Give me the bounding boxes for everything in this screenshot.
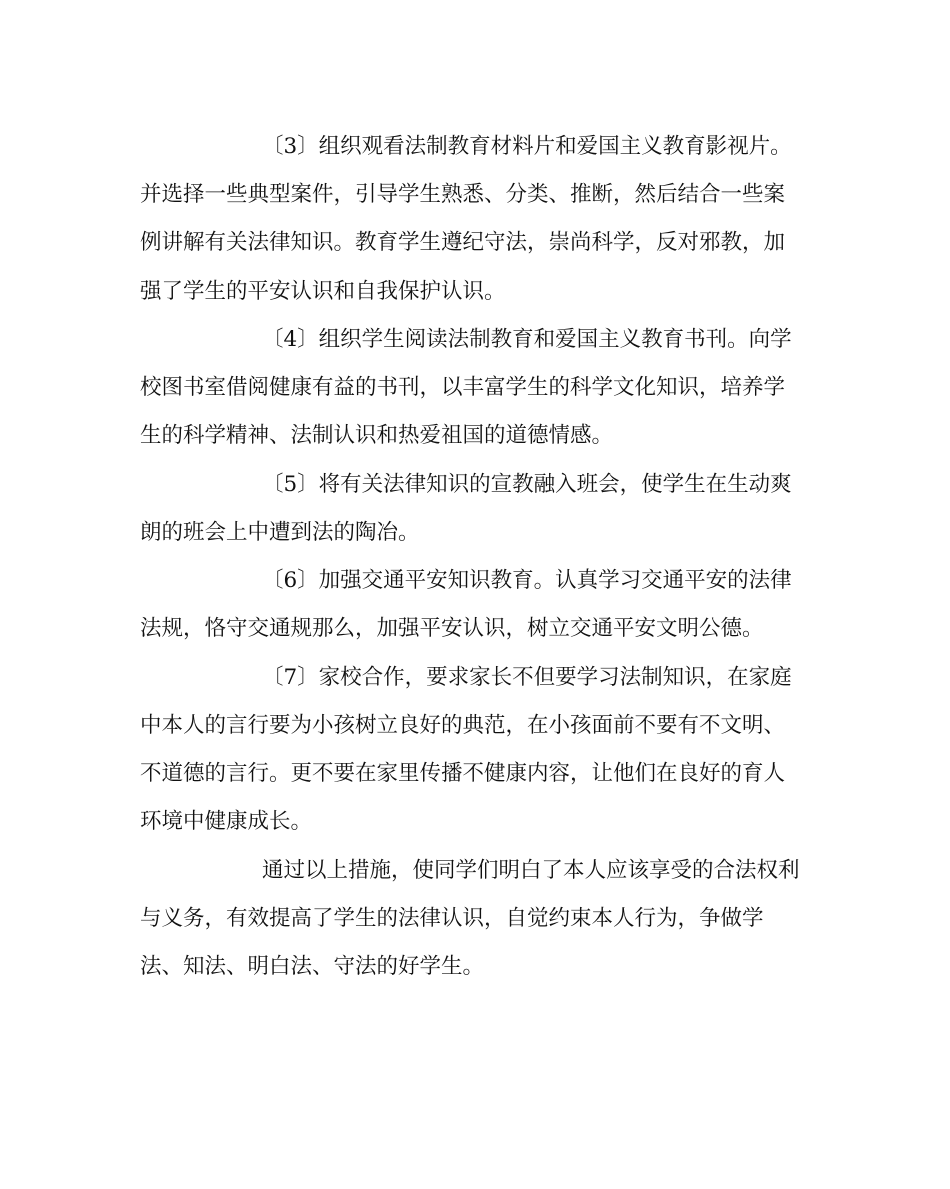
paragraph-line: 法、知法、明白法、守法的好学生。 bbox=[140, 953, 485, 979]
paragraph-line: 〔5〕将有关法律知识的宣教融入班会，使学生在生动爽 bbox=[262, 471, 792, 497]
paragraph-line: 中本人的言行要为小孩树立良好的典范，在小孩面前不要有不文明、 bbox=[140, 712, 786, 738]
document-body bbox=[140, 123, 840, 991]
paragraph-line: 强了学生的平安认识和自我保护认识。 bbox=[140, 278, 506, 304]
paragraph-line: 并选择一些典型案件，引导学生熟悉、分类、推断，然后结合一些案 bbox=[140, 182, 786, 208]
paragraph-line: 与义务，有效提高了学生的法律认识，自觉约束本人行为，争做学 bbox=[140, 905, 764, 931]
paragraph-line: 朗的班会上中遭到法的陶冶。 bbox=[140, 519, 420, 545]
paragraph-line: 校图书室借阅健康有益的书刊，以丰富学生的科学文化知识，培养学 bbox=[140, 375, 786, 401]
paragraph-line: 生的科学精神、法制认识和热爱祖国的道德情感。 bbox=[140, 423, 614, 449]
paragraph-item-5 bbox=[140, 461, 840, 557]
paragraph-item-6 bbox=[140, 557, 840, 653]
paragraph-line: 例讲解有关法律知识。教育学生遵纪守法，崇尚科学，反对邪教，加 bbox=[140, 230, 786, 256]
paragraph-conclusion bbox=[140, 847, 840, 992]
paragraph-item-7 bbox=[140, 654, 840, 847]
paragraph-line: 〔4〕组织学生阅读法制教育和爱国主义教育书刊。向学 bbox=[262, 326, 792, 352]
paragraph-line: 〔7〕家校合作，要求家长不但要学习法制知识，在家庭 bbox=[262, 664, 792, 690]
paragraph-line: 不道德的言行。更不要在家里传播不健康内容，让他们在良好的育人 bbox=[140, 761, 786, 787]
paragraph-item-4 bbox=[140, 316, 840, 461]
paragraph-line: 法规，恪守交通规那么，加强平安认识，树立交通平安文明公德。 bbox=[140, 616, 764, 642]
paragraph-line: 〔6〕加强交通平安知识教育。认真学习交通平安的法律 bbox=[262, 568, 792, 594]
paragraph-line: 通过以上措施，使同学们明白了本人应该享受的合法权利 bbox=[262, 857, 800, 883]
paragraph-line: 环境中健康成长。 bbox=[140, 809, 313, 835]
paragraph-item-3 bbox=[140, 123, 840, 316]
paragraph-line: 〔3〕组织观看法制教育材料片和爱国主义教育影视片。 bbox=[262, 134, 792, 159]
